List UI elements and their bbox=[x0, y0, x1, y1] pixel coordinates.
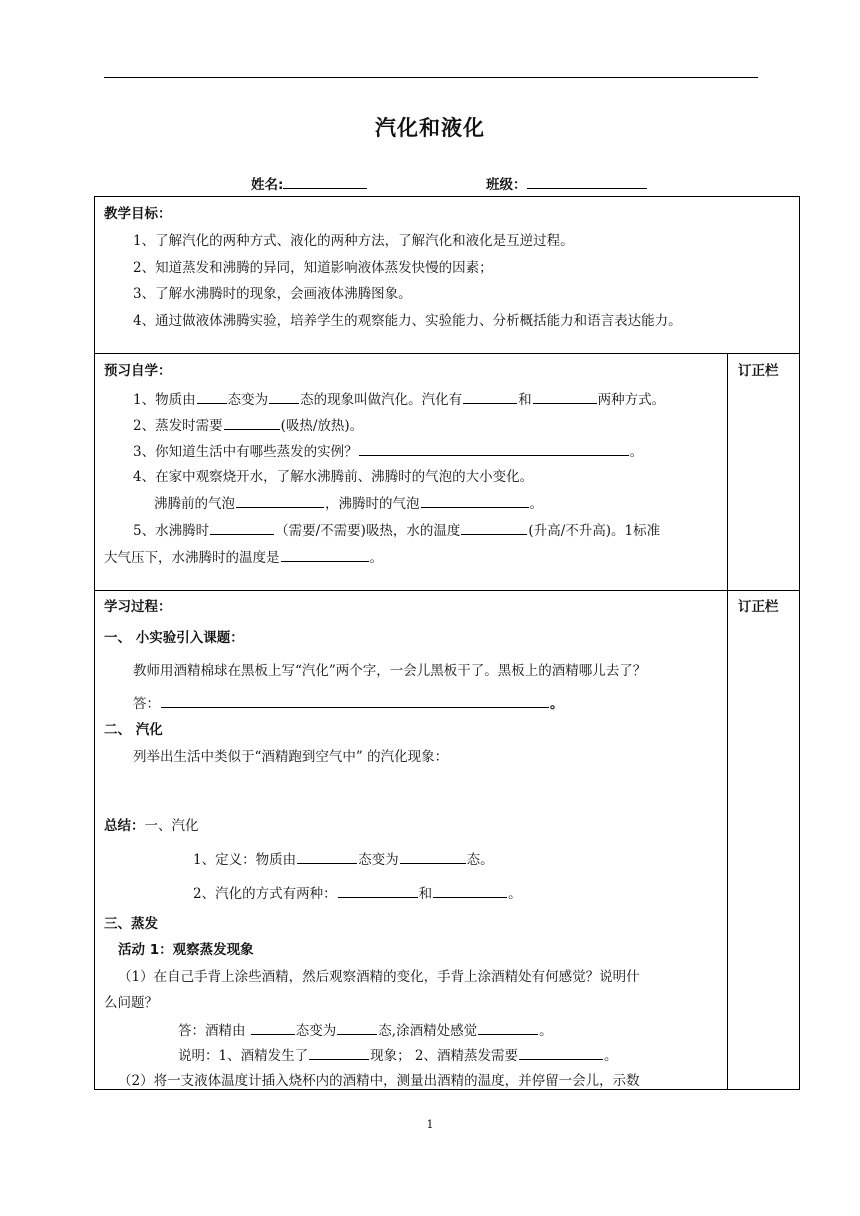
blank[interactable] bbox=[461, 521, 527, 535]
blank[interactable] bbox=[251, 1021, 295, 1035]
blank[interactable] bbox=[210, 521, 274, 535]
blank[interactable] bbox=[519, 1046, 603, 1060]
process-heading: 学习过程： bbox=[104, 599, 172, 615]
summary-definition: 1、定义：物质由 态变为 态。 bbox=[193, 852, 494, 868]
name-blank[interactable] bbox=[283, 176, 367, 189]
blank[interactable] bbox=[478, 1021, 538, 1035]
activity-1-q1: （1）在自己手背上涂些酒精，然后观察酒精的变化，手背上涂酒精处有何感觉？说明什 bbox=[118, 969, 640, 985]
blank[interactable] bbox=[269, 390, 299, 404]
blank[interactable] bbox=[309, 1046, 369, 1060]
preview-q4-bubbles: 沸腾前的气泡 ，沸腾时的气泡 。 bbox=[154, 496, 543, 512]
header-rule bbox=[104, 77, 758, 78]
section-2-text: 列举出生活中类似于“酒精跑到空气中” 的汽化现象： bbox=[133, 749, 449, 765]
preview-q3: 3、你知道生活中有哪些蒸发的实例？ 。 bbox=[133, 444, 644, 460]
page-title: 汽化和液化 bbox=[375, 116, 485, 140]
blank[interactable] bbox=[338, 884, 418, 898]
class-field bbox=[486, 173, 647, 193]
section-1-answer: 答： 。 bbox=[133, 696, 564, 712]
blank[interactable] bbox=[236, 494, 324, 508]
goal-item: 3、了解水沸腾时的现象，会画液体沸腾图象。 bbox=[133, 286, 412, 302]
preview-q5-cont: 大气压下，水沸腾时的温度是 。 bbox=[104, 550, 383, 566]
blank[interactable] bbox=[433, 884, 507, 898]
row-divider-1 bbox=[94, 353, 800, 354]
blank[interactable] bbox=[359, 442, 629, 456]
blank[interactable] bbox=[281, 548, 369, 562]
activity-1-answer: 答：酒精由 态变为 态,涂酒精处感觉 。 bbox=[178, 1023, 553, 1039]
blank[interactable] bbox=[197, 390, 227, 404]
blank[interactable] bbox=[337, 1021, 377, 1035]
correction-column-label: 订正栏 bbox=[738, 363, 779, 379]
goal-item: 1、了解汽化的两种方式、液化的两种方法，了解汽化和液化是互逆过程。 bbox=[133, 233, 574, 249]
name-label: 姓名: bbox=[251, 177, 284, 193]
section-3-heading: 三、蒸发 bbox=[104, 916, 158, 932]
summary-ways: 2、汽化的方式有两种： 和 。 bbox=[193, 886, 522, 902]
answer-blank[interactable] bbox=[161, 694, 549, 708]
blank[interactable] bbox=[463, 390, 517, 404]
class-blank[interactable] bbox=[527, 176, 647, 189]
row-divider-2 bbox=[94, 590, 800, 591]
blank[interactable] bbox=[533, 390, 597, 404]
side-column-divider bbox=[727, 353, 728, 1090]
preview-q5: 5、水沸腾时 （需要/不需要)吸热，水的温度 (升高/不升高)。1标准 bbox=[133, 523, 661, 539]
class-label: 班级： bbox=[486, 177, 527, 193]
section-1-text: 教师用酒精棉球在黑板上写“汽化”两个字，一会儿黑板干了。黑板上的酒精哪儿去了？ bbox=[133, 663, 647, 679]
activity-1-q2: （2）将一支液体温度计插入烧杯内的酒精中，测量出酒精的温度，并停留一会儿，示数 bbox=[118, 1073, 640, 1089]
blank[interactable] bbox=[400, 850, 466, 864]
activity-1-heading: 活动 1：观察蒸发现象 bbox=[118, 942, 254, 958]
activity-1-explanation: 说明：1、酒精发生了 现象； 2、酒精蒸发需要 。 bbox=[178, 1048, 618, 1064]
page-number: 1 bbox=[426, 1118, 434, 1131]
preview-q4: 4、在家中观察烧开水，了解水沸腾前、沸腾时的气泡的大小变化。 bbox=[133, 469, 534, 485]
goal-item: 4、通过做液体沸腾实验，培养学生的观察能力、实验能力、分析概括能力和语言表达能力。 bbox=[133, 313, 682, 329]
preview-q1: 1、物质由 态变为 态的现象叫做汽化。汽化有 和 两种方式。 bbox=[133, 392, 666, 408]
blank[interactable] bbox=[421, 494, 529, 508]
summary-heading: 总结：一、汽化 bbox=[104, 818, 199, 834]
name-field bbox=[251, 173, 367, 193]
blank[interactable] bbox=[224, 416, 280, 430]
blank[interactable] bbox=[297, 850, 357, 864]
activity-1-q1-cont: 么问题？ bbox=[104, 995, 158, 1011]
goal-item: 2、知道蒸发和沸腾的异同，知道影响液体蒸发快慢的因素； bbox=[133, 260, 493, 276]
preview-heading: 预习自学： bbox=[104, 363, 172, 379]
section-1-heading: 一、 小实验引入课题： bbox=[104, 630, 244, 646]
section-2-heading: 二、 汽化 bbox=[104, 722, 163, 738]
goals-heading: 教学目标： bbox=[104, 206, 172, 222]
correction-column-label: 订正栏 bbox=[738, 599, 779, 615]
preview-q2: 2、蒸发时需要 (吸热/放热)。 bbox=[133, 418, 364, 434]
